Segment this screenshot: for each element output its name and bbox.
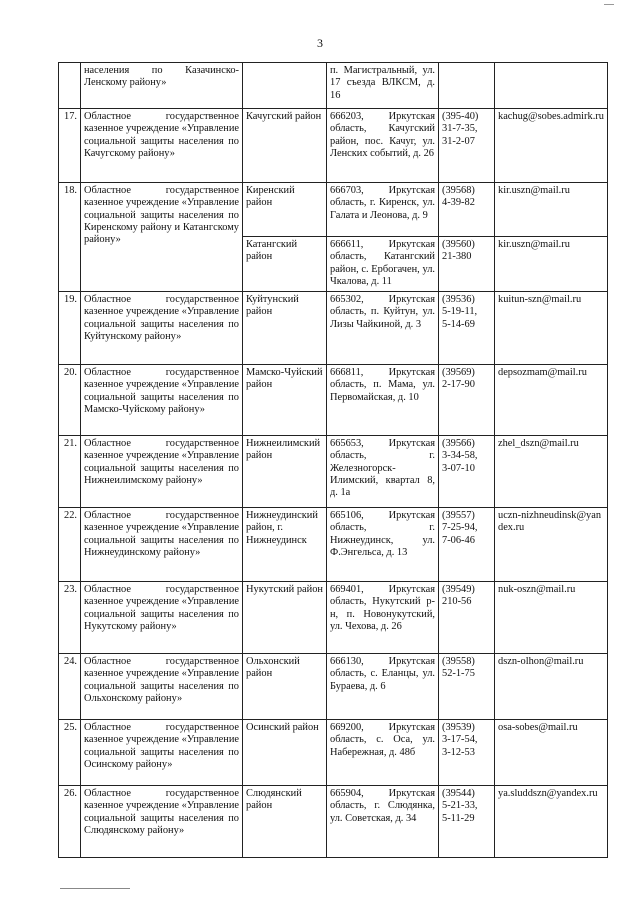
institution-name: Областное государственное казенное учреждение «Управление социальной защиты населения по Ольхонскому району»: [81, 654, 243, 720]
address-cell: 666811, Иркутская область, п. Мама, ул. Первомайская, д. 10: [327, 365, 439, 436]
table-row: [59, 63, 608, 109]
row-number: 20.: [59, 365, 81, 436]
institution-name: населения по Казачинско-Ленскому району»: [81, 63, 243, 109]
email-cell: uczn-nizhneudinsk@yandex.ru: [495, 508, 608, 582]
row-number: 25.: [59, 720, 81, 786]
district-cell: Нижнеудинский район, г. Нижнеудинск: [243, 508, 327, 582]
institution-name: Областное государственное казенное учреждение «Управление социальной защиты населения по Нижнеилимскому району»: [81, 436, 243, 508]
table-row: [59, 183, 608, 237]
table-row: [59, 508, 608, 582]
row-number: 26.: [59, 786, 81, 858]
district-cell: Нижнеилимский район: [243, 436, 327, 508]
phone-cell: [439, 63, 495, 109]
address-cell: 665302, Иркутская область, п. Куйтун, ул. Лизы Чайкиной, д. 3: [327, 292, 439, 365]
phone-cell: (39566) 3-34-58, 3-07-10: [439, 436, 495, 508]
district-cell: Киренский район: [243, 183, 327, 237]
email-cell: dszn-olhon@mail.ru: [495, 654, 608, 720]
phone-cell: (39557) 7-25-94, 7-06-46: [439, 508, 495, 582]
row-number: 23.: [59, 582, 81, 654]
institution-name: Областное государственное казенное учреждение «Управление социальной защиты населения по Слюдянскому району»: [81, 786, 243, 858]
row-number: [59, 63, 81, 109]
table-row: [59, 654, 608, 720]
row-number: 22.: [59, 508, 81, 582]
email-cell: nuk-oszn@mail.ru: [495, 582, 608, 654]
address-cell: 665904, Иркутская область, г. Слюдянка, ул. Советская, д. 34: [327, 786, 439, 858]
email-cell: kachug@sobes.admirk.ru: [495, 109, 608, 183]
phone-cell: (39560) 21-380: [439, 237, 495, 292]
district-cell: Слюдянский район: [243, 786, 327, 858]
institution-name: Областное государственное казенное учреждение «Управление социальной защиты населения по Нукутскому району»: [81, 582, 243, 654]
email-cell: zhel_dszn@mail.ru: [495, 436, 608, 508]
institution-name: Областное государственное казенное учреждение «Управление социальной защиты населения по Качугскому району»: [81, 109, 243, 183]
footer-rule: [60, 888, 130, 889]
address-cell: 669200, Иркутская область, с. Оса, ул. Набережная, д. 48б: [327, 720, 439, 786]
phone-cell: (39539) 3-17-54, 3-12-53: [439, 720, 495, 786]
table-row: [59, 292, 608, 365]
email-cell: [495, 63, 608, 109]
address-cell: 666611, Иркутская область, Катангский район, с. Ербогачен, ул. Чкалова, д. 11: [327, 237, 439, 292]
table-row: [59, 720, 608, 786]
row-number: 18.: [59, 183, 81, 292]
district-cell: Куйтунский район: [243, 292, 327, 365]
address-cell: 669401, Иркутская область, Нукутский р-н, п. Новонукутский, ул. Чехова, д. 26: [327, 582, 439, 654]
district-cell: Мамско-Чуйский район: [243, 365, 327, 436]
district-cell: Осинский район: [243, 720, 327, 786]
table-row: [59, 582, 608, 654]
district-cell: Катангский район: [243, 237, 327, 292]
phone-cell: (39569) 2-17-90: [439, 365, 495, 436]
district-cell: Ольхонский район: [243, 654, 327, 720]
phone-cell: (39558) 52-1-75: [439, 654, 495, 720]
institution-name: Областное государственное казенное учреждение «Управление социальной защиты населения по Осинскому району»: [81, 720, 243, 786]
address-cell: 665653, Иркутская область, г. Железногорск-Илимский, квартал 8, д. 1а: [327, 436, 439, 508]
address-cell: 666703, Иркутская область, г. Киренск, ул. Галата и Леонова, д. 9: [327, 183, 439, 237]
institution-name: Областное государственное казенное учреждение «Управление социальной защиты населения по Куйтунскому району»: [81, 292, 243, 365]
row-number: 21.: [59, 436, 81, 508]
table-row: [59, 365, 608, 436]
row-number: 19.: [59, 292, 81, 365]
row-number: 24.: [59, 654, 81, 720]
district-cell: [243, 63, 327, 109]
email-cell: osa-sobes@mail.ru: [495, 720, 608, 786]
email-cell: kuitun-szn@mail.ru: [495, 292, 608, 365]
institution-name: Областное государственное казенное учреждение «Управление социальной защиты населения по Мамско-Чуйскому району»: [81, 365, 243, 436]
phone-cell: (395-40) 31-7-35, 31-2-07: [439, 109, 495, 183]
table-row: [59, 436, 608, 508]
phone-cell: (39549) 210-56: [439, 582, 495, 654]
table-row: [59, 786, 608, 858]
district-cell: Качугский район: [243, 109, 327, 183]
phone-cell: (39536) 5-19-11, 5-14-69: [439, 292, 495, 365]
phone-cell: (39544) 5-21-33, 5-11-29: [439, 786, 495, 858]
table-row: [59, 109, 608, 183]
district-cell: Нукутский район: [243, 582, 327, 654]
email-cell: depsozmam@mail.ru: [495, 365, 608, 436]
institution-name: Областное государственное казенное учреждение «Управление социальной защиты населения по Нижнеудинскому району»: [81, 508, 243, 582]
phone-cell: (39568) 4-39-82: [439, 183, 495, 237]
row-number: 17.: [59, 109, 81, 183]
address-cell: 666130, Иркутская область, с. Еланцы, ул. Бураева, д. 6: [327, 654, 439, 720]
address-cell: п. Магистральный, ул. 17 съезда ВЛКСМ, д. 16: [327, 63, 439, 109]
email-cell: kir.uszn@mail.ru: [495, 237, 608, 292]
scan-mark: [604, 4, 614, 5]
institutions-table: [58, 62, 608, 858]
page-number: 3: [317, 36, 323, 50]
email-cell: ya.sluddszn@yandex.ru: [495, 786, 608, 858]
address-cell: 665106, Иркутская область, г. Нижнеудинск, ул. Ф.Энгельса, д. 13: [327, 508, 439, 582]
institution-name: Областное государственное казенное учреждение «Управление социальной защиты населения по Киренскому району и Катангскому району»: [81, 183, 243, 292]
email-cell: kir.uszn@mail.ru: [495, 183, 608, 237]
address-cell: 666203, Иркутская область, Качугский район, пос. Качуг, ул. Ленских событий, д. 26: [327, 109, 439, 183]
